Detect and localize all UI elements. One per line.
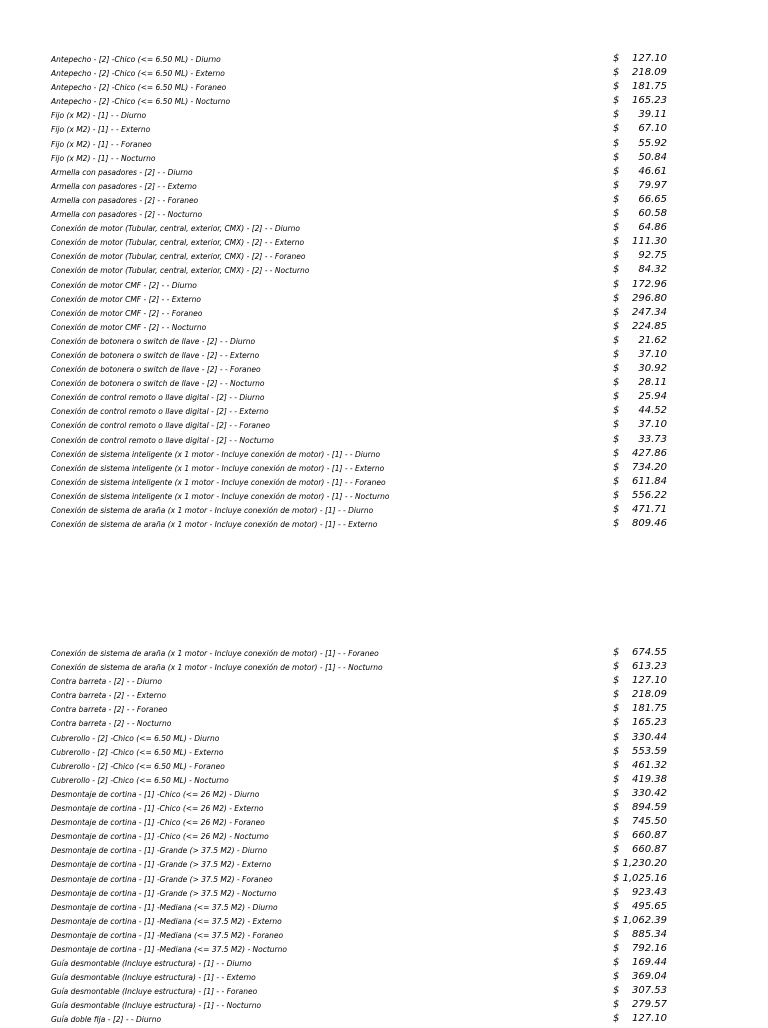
item-amount: 169.44 (632, 957, 667, 969)
item-description: Conexión de control remoto o llave digital - [2] - - Foraneo (51, 421, 270, 431)
currency-symbol: $ (613, 802, 620, 814)
currency-symbol: $ (613, 489, 620, 501)
price-row (0, 942, 768, 956)
price-row (0, 998, 768, 1012)
currency-symbol: $ (613, 900, 620, 912)
item-description: Armella con pasadores - [2] - - Foraneo (51, 195, 199, 205)
item-amount: 1,025.16 (622, 872, 667, 884)
item-amount: 25.94 (638, 391, 667, 403)
item-description: Conexión de sistema inteligente (x 1 motor - Incluye conexión de motor) - [1] - - Foraneo (51, 477, 386, 487)
price-row (0, 688, 768, 702)
price-row (0, 716, 768, 730)
item-description: Conexión de sistema inteligente (x 1 motor - Incluye conexión de motor) - [1] - - Diurno (51, 449, 381, 459)
price-row (0, 221, 768, 235)
price-row (0, 179, 768, 193)
item-amount: 79.97 (638, 179, 667, 191)
item-amount: 84.32 (638, 264, 667, 276)
item-amount: 461.32 (632, 759, 667, 771)
item-amount: 224.85 (632, 320, 667, 332)
currency-symbol: $ (613, 391, 620, 403)
item-description: Fijo (x M2) - [1] - - Nocturno (51, 153, 156, 163)
price-row (0, 759, 768, 773)
currency-symbol: $ (613, 264, 620, 276)
price-row (0, 674, 768, 688)
item-description: Conexión de sistema inteligente (x 1 motor - Incluye conexión de motor) - [1] - - Nocturno (51, 491, 390, 501)
item-amount: 471.71 (632, 504, 667, 515)
item-amount: 218.09 (632, 67, 667, 79)
item-description: Conexión de botonera o switch de llave - [2] - - Foraneo (51, 365, 261, 375)
item-description: Guía desmontable (Incluye estructura) - [1] - - Foraneo (51, 987, 258, 997)
currency-symbol: $ (613, 363, 620, 375)
item-amount: 495.65 (632, 900, 667, 912)
currency-symbol: $ (613, 53, 620, 64)
item-description: Antepecho - [2] -Chico (<= 6.50 ML) - Externo (51, 69, 225, 79)
currency-symbol: $ (613, 731, 620, 743)
currency-symbol: $ (613, 222, 620, 234)
item-description: Desmontaje de cortina - [1] -Grande (> 37.5 M2) - Diurno (51, 846, 268, 856)
price-row (0, 334, 768, 348)
price-row (0, 503, 768, 517)
item-amount: 419.38 (632, 773, 667, 785)
currency-symbol: $ (613, 830, 620, 842)
price-row (0, 475, 768, 489)
item-description: Fijo (x M2) - [1] - - Externo (51, 125, 151, 135)
currency-symbol: $ (613, 67, 620, 79)
item-description: Conexión de motor (Tubular, central, exterior, CMX) - [2] - - Nocturno (51, 266, 310, 276)
item-description: Armella con pasadores - [2] - - Externo (51, 181, 197, 191)
price-row (0, 489, 768, 503)
item-amount: 60.58 (638, 208, 667, 220)
item-amount: 39.11 (638, 109, 667, 121)
item-description: Armella con pasadores - [2] - - Nocturno (51, 210, 203, 220)
item-amount: 894.59 (632, 802, 667, 814)
item-amount: 37.10 (638, 348, 667, 360)
item-description: Cubrerollo - [2] -Chico (<= 6.50 ML) - Diurno (51, 733, 220, 743)
price-row (0, 278, 768, 292)
currency-symbol: $ (613, 109, 620, 121)
currency-symbol: $ (613, 816, 620, 828)
price-row (0, 646, 768, 660)
item-amount: 427.86 (632, 447, 667, 459)
item-description: Desmontaje de cortina - [1] -Grande (> 37.5 M2) - Foraneo (51, 874, 273, 884)
item-amount: 30.92 (638, 363, 667, 375)
currency-symbol: $ (613, 787, 620, 799)
item-amount: 279.57 (632, 999, 667, 1011)
item-amount: 181.75 (632, 703, 667, 715)
item-amount: 296.80 (632, 292, 667, 304)
currency-symbol: $ (613, 278, 620, 290)
price-row (0, 165, 768, 179)
price-row (0, 745, 768, 759)
price-row (0, 447, 768, 461)
price-row (0, 348, 768, 362)
currency-symbol: $ (613, 334, 620, 346)
price-row (0, 886, 768, 900)
item-amount: 1,062.39 (622, 914, 667, 926)
currency-symbol: $ (613, 999, 620, 1011)
price-row (0, 235, 768, 249)
price-row (0, 461, 768, 475)
item-amount: 46.61 (638, 165, 667, 177)
currency-symbol: $ (613, 179, 620, 191)
currency-symbol: $ (613, 377, 620, 389)
item-description: Contra barreta - [2] - - Nocturno (51, 719, 172, 729)
currency-symbol: $ (613, 419, 620, 431)
item-description: Antepecho - [2] -Chico (<= 6.50 ML) - Diurno (51, 55, 221, 64)
price-row (0, 702, 768, 716)
item-amount: 111.30 (632, 236, 667, 248)
item-description: Conexión de motor CMF - [2] - - Diurno (51, 280, 197, 290)
item-amount: 44.52 (638, 405, 667, 417)
item-description: Conexión de botonera o switch de llave - [2] - - Externo (51, 350, 260, 360)
item-amount: 369.04 (632, 971, 667, 983)
item-description: Desmontaje de cortina - [1] -Mediana (<= 37.5 M2) - Foraneo (51, 930, 284, 940)
item-amount: 674.55 (632, 647, 667, 658)
item-amount: 218.09 (632, 689, 667, 701)
currency-symbol: $ (613, 123, 620, 135)
item-amount: 127.10 (632, 53, 667, 64)
price-row (0, 872, 768, 886)
item-amount: 923.43 (632, 886, 667, 898)
price-row (0, 815, 768, 829)
item-description: Conexión de motor CMF - [2] - - Externo (51, 294, 201, 304)
currency-symbol: $ (613, 985, 620, 997)
price-row (0, 193, 768, 207)
currency-symbol: $ (613, 1013, 620, 1025)
currency-symbol: $ (613, 81, 620, 93)
item-amount: 1,230.20 (622, 858, 667, 870)
item-amount: 809.46 (632, 518, 667, 530)
item-description: Antepecho - [2] -Chico (<= 6.50 ML) - Foraneo (51, 83, 227, 93)
item-amount: 127.10 (632, 1013, 667, 1025)
item-description: Cubrerollo - [2] -Chico (<= 6.50 ML) - Externo (51, 747, 224, 757)
item-description: Contra barreta - [2] - - Externo (51, 691, 167, 701)
currency-symbol: $ (613, 151, 620, 163)
item-amount: 330.44 (632, 731, 667, 743)
currency-symbol: $ (613, 661, 620, 673)
item-description: Desmontaje de cortina - [1] -Chico (<= 26 M2) - Diurno (51, 789, 260, 799)
price-row (0, 787, 768, 801)
item-amount: 21.62 (638, 334, 667, 346)
item-description: Armella con pasadores - [2] - - Diurno (51, 167, 193, 177)
item-description: Cubrerollo - [2] -Chico (<= 6.50 ML) - Foraneo (51, 761, 225, 771)
currency-symbol: $ (613, 886, 620, 898)
item-description: Conexión de control remoto o llave digital - [2] - - Nocturno (51, 435, 274, 445)
item-amount: 660.87 (632, 830, 667, 842)
price-row (0, 956, 768, 970)
price-row (0, 66, 768, 80)
item-description: Conexión de motor CMF - [2] - - Foraneo (51, 308, 203, 318)
item-amount: 181.75 (632, 81, 667, 93)
price-list-section (0, 646, 768, 1027)
item-description: Cubrerollo - [2] -Chico (<= 6.50 ML) - Nocturno (51, 775, 229, 785)
price-row (0, 984, 768, 998)
item-description: Conexión de botonera o switch de llave - [2] - - Nocturno (51, 379, 265, 389)
price-row (0, 829, 768, 843)
item-description: Desmontaje de cortina - [1] -Grande (> 37.5 M2) - Externo (51, 860, 272, 870)
currency-symbol: $ (613, 475, 620, 487)
price-row (0, 801, 768, 815)
item-description: Conexión de botonera o switch de llave - [2] - - Diurno (51, 336, 256, 346)
item-description: Desmontaje de cortina - [1] -Mediana (<= 37.5 M2) - Diurno (51, 902, 278, 912)
price-row (0, 52, 768, 66)
currency-symbol: $ (613, 689, 620, 701)
currency-symbol: $ (613, 461, 620, 473)
currency-symbol: $ (613, 957, 620, 969)
item-amount: 172.96 (632, 278, 667, 290)
item-amount: 553.59 (632, 745, 667, 757)
price-row (0, 404, 768, 418)
price-row (0, 80, 768, 94)
price-row (0, 900, 768, 914)
item-amount: 307.53 (632, 985, 667, 997)
price-row (0, 94, 768, 108)
currency-symbol: $ (613, 236, 620, 248)
price-row (0, 137, 768, 151)
item-amount: 330.42 (632, 787, 667, 799)
item-amount: 734.20 (632, 461, 667, 473)
currency-symbol: $ (613, 745, 620, 757)
currency-symbol: $ (613, 858, 620, 870)
item-amount: 611.84 (632, 475, 667, 487)
price-row (0, 320, 768, 334)
currency-symbol: $ (613, 292, 620, 304)
item-description: Conexión de control remoto o llave digital - [2] - - Externo (51, 407, 269, 417)
item-amount: 745.50 (632, 816, 667, 828)
item-description: Fijo (x M2) - [1] - - Diurno (51, 111, 147, 121)
price-row (0, 390, 768, 404)
item-description: Guía doble fija - [2] - - Diurno (51, 1015, 162, 1025)
price-row (0, 151, 768, 165)
currency-symbol: $ (613, 675, 620, 687)
item-amount: 247.34 (632, 306, 667, 318)
price-row (0, 857, 768, 871)
currency-symbol: $ (613, 872, 620, 884)
item-description: Desmontaje de cortina - [1] -Mediana (<= 37.5 M2) - Externo (51, 916, 282, 926)
price-list-section (0, 52, 768, 531)
item-description: Desmontaje de cortina - [1] -Chico (<= 26 M2) - Externo (51, 804, 264, 814)
currency-symbol: $ (613, 433, 620, 445)
item-description: Conexión de sistema de araña (x 1 motor - Incluye conexión de motor) - [1] - - Nocturno (51, 663, 383, 673)
price-row (0, 376, 768, 390)
price-row (0, 292, 768, 306)
currency-symbol: $ (613, 971, 620, 983)
price-row (0, 362, 768, 376)
currency-symbol: $ (613, 928, 620, 940)
item-amount: 165.23 (632, 717, 667, 729)
price-row (0, 1012, 768, 1026)
currency-symbol: $ (613, 504, 620, 515)
price-row (0, 773, 768, 787)
price-row (0, 108, 768, 122)
item-description: Conexión de sistema de araña (x 1 motor - Incluye conexión de motor) - [1] - - Foraneo (51, 649, 379, 658)
item-description: Contra barreta - [2] - - Diurno (51, 677, 162, 687)
currency-symbol: $ (613, 759, 620, 771)
item-amount: 127.10 (632, 675, 667, 687)
item-description: Conexión de motor CMF - [2] - - Nocturno (51, 322, 207, 332)
item-description: Conexión de control remoto o llave digital - [2] - - Diurno (51, 393, 265, 403)
price-row (0, 928, 768, 942)
item-amount: 792.16 (632, 942, 667, 954)
item-description: Desmontaje de cortina - [1] -Chico (<= 26 M2) - Foraneo (51, 818, 265, 828)
currency-symbol: $ (613, 137, 620, 149)
price-row (0, 731, 768, 745)
currency-symbol: $ (613, 405, 620, 417)
item-description: Conexión de motor (Tubular, central, exterior, CMX) - [2] - - Diurno (51, 224, 300, 234)
currency-symbol: $ (613, 165, 620, 177)
price-row (0, 660, 768, 674)
currency-symbol: $ (613, 844, 620, 856)
item-amount: 37.10 (638, 419, 667, 431)
price-row (0, 418, 768, 432)
item-amount: 92.75 (638, 250, 667, 262)
price-row (0, 914, 768, 928)
item-amount: 660.87 (632, 844, 667, 856)
price-row (0, 249, 768, 263)
price-row (0, 517, 768, 531)
currency-symbol: $ (613, 95, 620, 107)
currency-symbol: $ (613, 348, 620, 360)
currency-symbol: $ (613, 518, 620, 530)
item-amount: 613.23 (632, 661, 667, 673)
currency-symbol: $ (613, 942, 620, 954)
item-description: Conexión de sistema de araña (x 1 motor - Incluye conexión de motor) - [1] - - Externo (51, 520, 378, 530)
item-description: Conexión de motor (Tubular, central, exterior, CMX) - [2] - - Foraneo (51, 252, 306, 262)
price-row (0, 433, 768, 447)
currency-symbol: $ (613, 447, 620, 459)
price-row (0, 207, 768, 221)
price-row (0, 122, 768, 136)
item-amount: 33.73 (638, 433, 667, 445)
price-row (0, 843, 768, 857)
item-amount: 28.11 (638, 377, 667, 389)
item-amount: 50.84 (638, 151, 667, 163)
item-description: Guía desmontable (Incluye estructura) - [1] - - Diurno (51, 959, 252, 969)
item-description: Conexión de sistema inteligente (x 1 motor - Incluye conexión de motor) - [1] - - Externo (51, 463, 385, 473)
item-description: Conexión de sistema de araña (x 1 motor - Incluye conexión de motor) - [1] - - Diurno (51, 506, 374, 515)
currency-symbol: $ (613, 773, 620, 785)
item-description: Guía desmontable (Incluye estructura) - [1] - - Nocturno (51, 1001, 262, 1011)
item-description: Contra barreta - [2] - - Foraneo (51, 705, 168, 715)
item-description: Antepecho - [2] -Chico (<= 6.50 ML) - Nocturno (51, 97, 231, 107)
item-amount: 885.34 (632, 928, 667, 940)
item-description: Desmontaje de cortina - [1] -Grande (> 37.5 M2) - Nocturno (51, 888, 277, 898)
currency-symbol: $ (613, 320, 620, 332)
currency-symbol: $ (613, 208, 620, 220)
item-description: Guía desmontable (Incluye estructura) - [1] - - Externo (51, 973, 256, 983)
item-amount: 165.23 (632, 95, 667, 107)
item-amount: 556.22 (632, 489, 667, 501)
item-description: Desmontaje de cortina - [1] -Mediana (<= 37.5 M2) - Nocturno (51, 944, 287, 954)
price-row (0, 306, 768, 320)
currency-symbol: $ (613, 914, 620, 926)
price-row (0, 263, 768, 277)
currency-symbol: $ (613, 250, 620, 262)
item-description: Fijo (x M2) - [1] - - Foraneo (51, 139, 152, 149)
currency-symbol: $ (613, 193, 620, 205)
item-description: Desmontaje de cortina - [1] -Chico (<= 26 M2) - Nocturno (51, 832, 269, 842)
currency-symbol: $ (613, 703, 620, 715)
item-amount: 66.65 (638, 193, 667, 205)
currency-symbol: $ (613, 306, 620, 318)
item-amount: 64.86 (638, 222, 667, 234)
price-row (0, 970, 768, 984)
item-amount: 55.92 (638, 137, 667, 149)
currency-symbol: $ (613, 647, 620, 658)
currency-symbol: $ (613, 717, 620, 729)
item-description: Conexión de motor (Tubular, central, exterior, CMX) - [2] - - Externo (51, 238, 305, 248)
item-amount: 67.10 (638, 123, 667, 135)
